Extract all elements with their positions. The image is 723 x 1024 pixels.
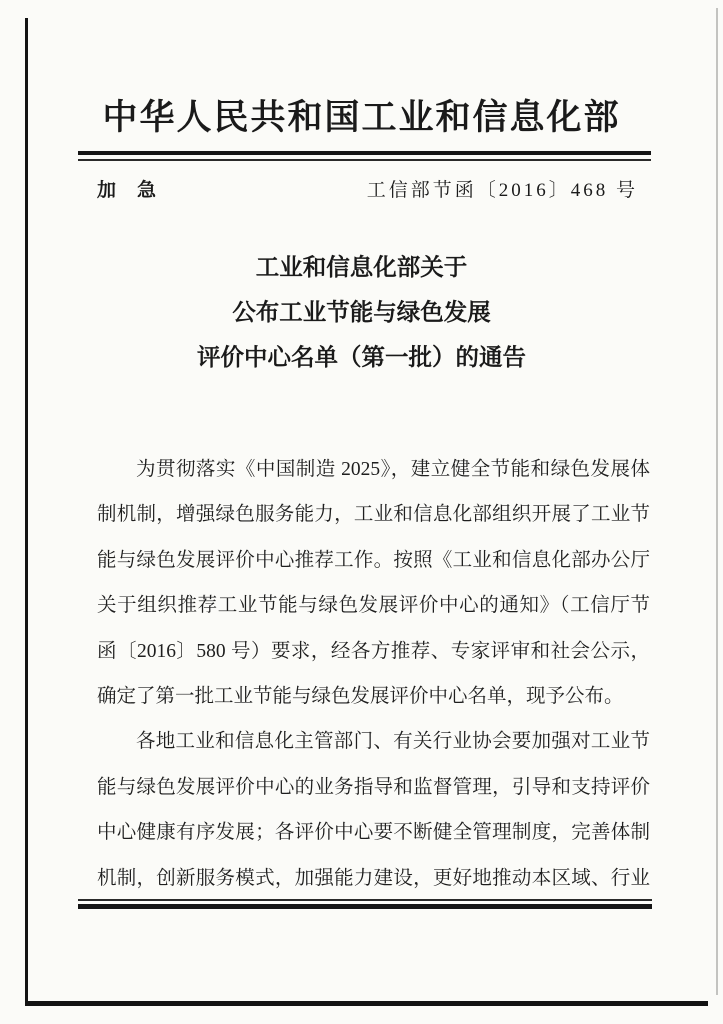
body-line: 机制，创新服务模式，加强能力建设，更好地推动本区域、行业 [97, 867, 650, 889]
body-line: 能与绿色发展评价中心推荐工作。按照《工业和信息化部办公厅 [97, 549, 650, 571]
scan-border-bottom [25, 1001, 708, 1006]
body-line: 关于组织推荐工业节能与绿色发展评价中心的通知》（工信厅节 [97, 595, 650, 617]
body-line: 为贯彻落实《中国制造 2025》，建立健全节能和绿色发展体 [136, 459, 650, 480]
body-line: 函〔2016〕580 号）要求，经各方推荐、专家评审和社会公示， [97, 640, 650, 662]
footer-double-rule [78, 899, 652, 909]
body-line: 确定了第一批工业节能与绿色发展评价中心名单，现予公布。 [97, 685, 624, 707]
document-body [97, 447, 650, 901]
footer-rule-thick [78, 904, 652, 909]
body-line: 中心健康有序发展；各评价中心要不断健全管理制度，完善体制 [97, 822, 650, 844]
letterhead-double-rule [78, 151, 651, 161]
document-title-line-1: 工业和信息化部关于 [255, 255, 468, 281]
body-line: 制机制，增强绿色服务能力，工业和信息化部组织开展了工业节 [97, 504, 650, 526]
document-title-line-2: 公布工业节能与绿色发展 [232, 300, 491, 326]
document-title-line-3: 评价中心名单（第一批）的通告 [197, 345, 526, 371]
letterhead-agency-name: 中华人民共和国工业和信息化部 [102, 98, 621, 137]
letterhead-rule-thin [78, 159, 651, 161]
document-title [0, 246, 723, 381]
scan-border-left [25, 18, 28, 1006]
body-line: 能与绿色发展评价中心的业务指导和监督管理，引导和支持评价 [97, 776, 650, 798]
urgency-label: 加 急 [97, 180, 158, 201]
scan-edge-shadow-right [716, 8, 718, 995]
document-meta-row [97, 175, 638, 202]
document-number: 工信部节函〔2016〕468 号 [366, 180, 638, 201]
body-line: 各地工业和信息化主管部门、有关行业协会要加强对工业节 [136, 731, 650, 753]
